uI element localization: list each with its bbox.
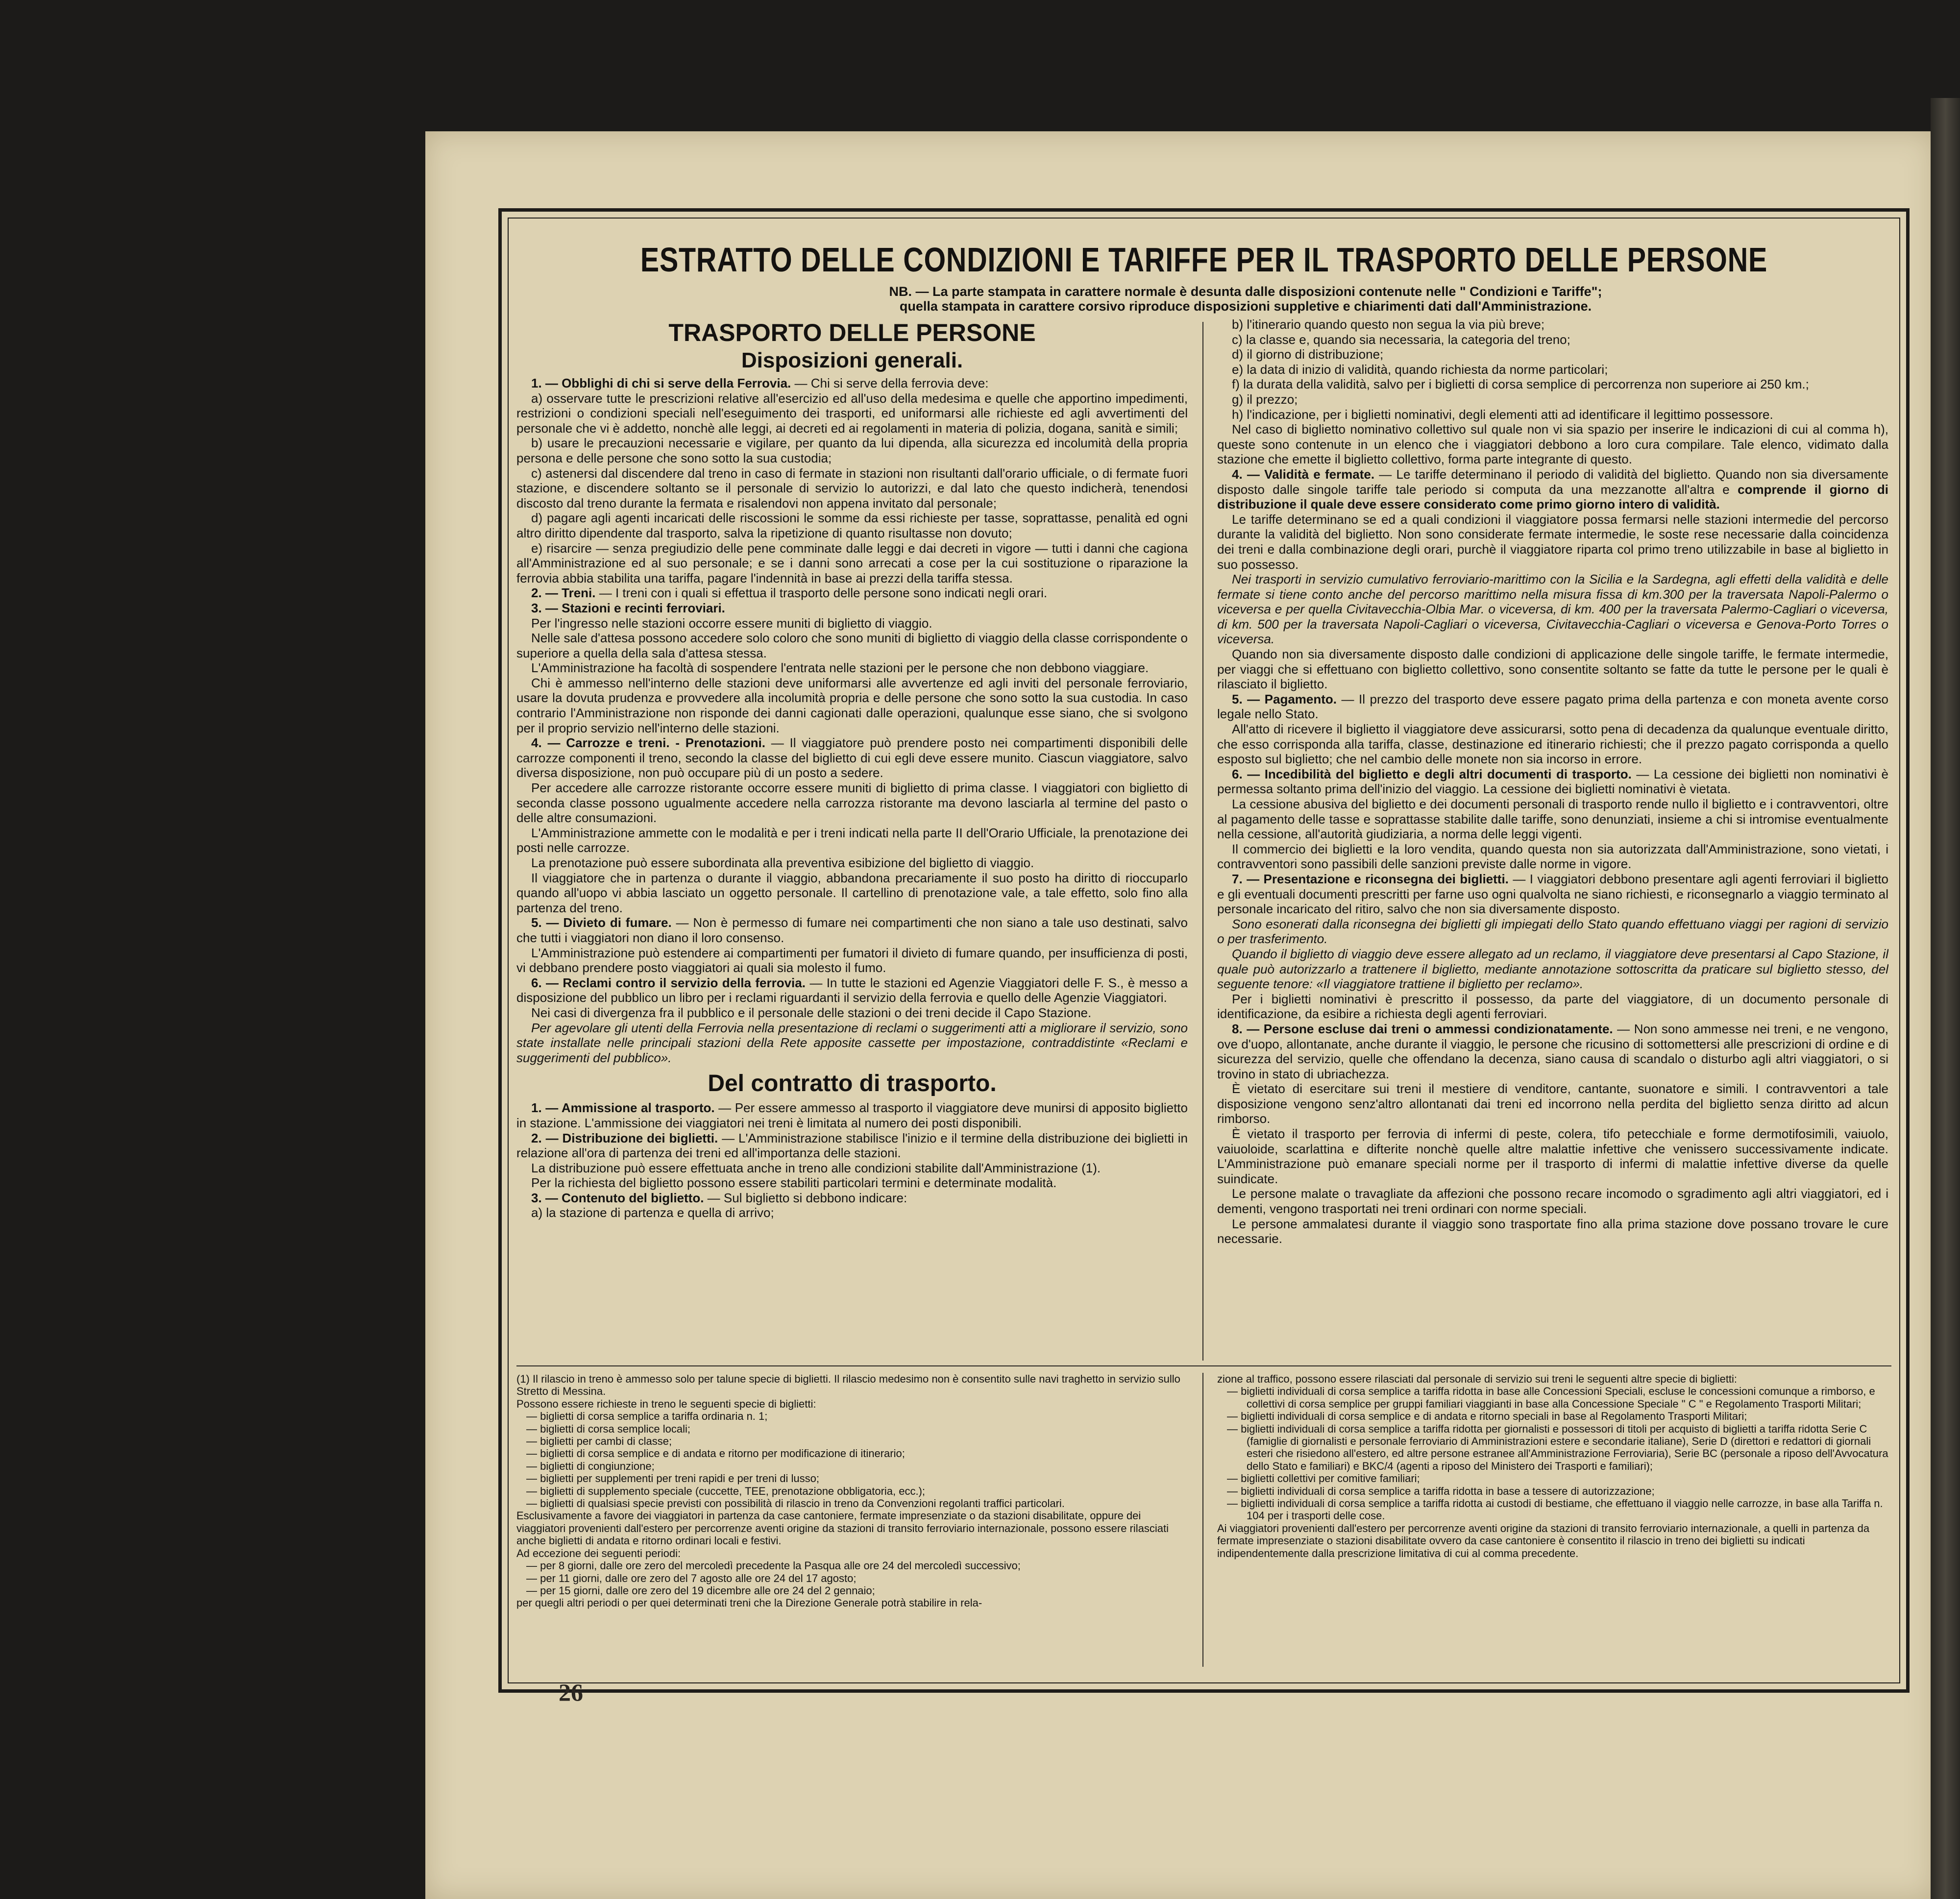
section-title: TRASPORTO DELLE PERSONE: [668, 319, 1036, 346]
nota-bene: [614, 284, 1877, 314]
article-text: — Il prezzo del trasporto deve essere pagato prima della partenza e con moneta avente corso legale nello Stato.: [1217, 691, 1888, 722]
footnote-divider: [1202, 1373, 1203, 1667]
paragraph: Il viaggiatore che in partenza o durante il viaggio, abbandona precariamente il suo posto ha diritto di rioccuparlo quando all'uopo vi abbia lasciato un oggetto personale. Il cartellino di prenotazione vale, a tale effetto, solo fino alla partenza del treno.: [516, 870, 1188, 915]
paragraph: La prenotazione può essere subordinata alla preventiva esibizione del biglietto di viaggio.: [531, 855, 1034, 870]
footnote-list-item: — per 8 giorni, dalle ore zero del mercoledì precedente la Pasqua alle ore 24 del mercoledì successivo;: [526, 1559, 1021, 1572]
footnote-list-item: — biglietti di supplemento speciale (cuccette, TEE, prenotazione obbligatoria, ecc.);: [526, 1485, 926, 1497]
article-heading: 2. — Treni.: [531, 585, 596, 601]
clause-f: f) la durata della validità, salvo per i biglietti di corsa semplice di percorrenza non superiore ai 250 km.;: [1232, 377, 1809, 392]
paragraph: La cessione abusiva del biglietto e dei documenti personali di trasporto rende nullo il biglietto e i contravventori, oltre al pagamento delle tasse e soprattasse stabilite dalle tariffe, sono denunziati, insieme a chi si intromise eventualmente nella cessione, all'autorità giudiziaria, a norma delle leggi vigenti.: [1217, 797, 1888, 842]
footnote-list-item: — biglietti individuali di corsa semplice a tariffa ridotta in base a tessere di autorizzazione;: [1227, 1485, 1655, 1497]
article-text: — Sul biglietto si debbono indicare:: [704, 1190, 907, 1205]
page-number: 26: [559, 1679, 583, 1706]
footnote-list-item: — biglietti di corsa semplice e di andata e ritorno per modificazione di itinerario;: [526, 1447, 905, 1460]
paragraph: La distribuzione può essere effettuata anche in treno alle condizioni stabilite dall'Amministrazione (1).: [531, 1160, 1101, 1175]
paragraph: Le persone ammalatesi durante il viaggio sono trasportate fino alla prima stazione dove possano trovare le cure necessarie.: [1217, 1216, 1888, 1246]
footnote-list-item: — biglietti di corsa semplice locali;: [526, 1422, 691, 1435]
contract-article-5: [1217, 692, 1888, 722]
italic-note: Sono esonerati dalla riconsegna dei biglietti gli impiegati dello Stato quando effettuano viaggi per ragioni di servizio o per trasferimento.: [1217, 916, 1888, 947]
subsection-title: Disposizioni generali.: [741, 348, 963, 372]
paragraph: Quando non sia diversamente disposto dalle condizioni di applicazione delle singole tariffe, le fermate intermedie, per viaggi che si effettuano con biglietto collettivo, sono consentite soltanto se fatte da tutte le persone per le quali è rilasciato il biglietto.: [1217, 647, 1888, 692]
article-2: [516, 585, 1188, 601]
paragraph: L'Amministrazione ammette con le modalità e per i treni indicati nella parte II dell'Orario Ufficiale, la prenotazione dei posti nelle carrozze.: [516, 825, 1188, 855]
footnote-paragraph: (1) Il rilascio in treno è ammesso solo per talune specie di biglietti. Il rilascio medesimo non è consentito sulle navi traghetto in servizio sullo Stretto di Messina.: [516, 1373, 1180, 1398]
article-5: [516, 915, 1188, 945]
contract-article-4: [1217, 467, 1888, 512]
nota-bene-line-1: NB. — La parte stampata in carattere normale è desunta dalle disposizioni contenute nelle " Condizioni e Tariffe";: [889, 284, 1602, 299]
contract-article-8: [1217, 1022, 1888, 1081]
contract-article-2: [516, 1131, 1188, 1161]
paragraph: Chi è ammesso nell'interno delle stazioni deve uniformarsi alle avvertenze ed agli inviti del personale ferroviario, usare la dovuta prudenza e provvedere alla incolumità propria e delle persone che sono sotto la sua custodia. In caso contrario l'Amministrazione non risponde dei danni cagionati dalle operazioni, qualunque esse siano, che si svolgono per il proprio servizio nell'interno delle stazioni.: [516, 675, 1188, 735]
article-heading: 6. — Reclami contro il servizio della ferrovia.: [531, 975, 806, 990]
article-text: — Non sono ammesse nei treni, e ne vengono, ove d'uopo, allontanate, anche durante il viaggio, le persone che ricusino di sottomettersi alle prescrizioni di ordine e di sicurezza del servizio, quelle che offendano la decenza, siano causa di scandalo o disturbo agli altri viaggiatori, o si trovino in stato di ubriachezza.: [1217, 1021, 1888, 1081]
clause-e: e) la data di inizio di validità, quando richiesta da norme particolari;: [1232, 362, 1608, 377]
document-title: ESTRATTO DELLE CONDIZIONI E TARIFFE PER IL TRASPORTO DELLE PERSONE: [640, 241, 1768, 279]
article-4: [516, 735, 1188, 780]
footnote-right: [1217, 1373, 1888, 1667]
clause-a: a) osservare tutte le prescrizioni relative all'esercizio ed all'uso della medesima e quelle che apportino impedimenti, restrizioni o condizioni speciali nell'eseguimento dei trasporti, ed uniformarsi alle richieste ed agli avvertimenti del personale che vi è addetto, nonchè alle leggi, ai decreti ed ai regolamenti in materia di polizia, dogana, sanità e simili;: [516, 390, 1188, 436]
paragraph: Nelle sale d'attesa possono accedere solo coloro che sono muniti di biglietto di viaggio della classe corrispondente o superiore a quella della sala d'attesa stessa.: [516, 631, 1188, 660]
paragraph: L'Amministrazione ha facoltà di sospendere l'entrata nelle stazioni per le persone che non debbono viaggiare.: [531, 660, 1149, 676]
clause-b: b) l'itinerario quando questo non segua la via più breve;: [1232, 317, 1545, 332]
contract-article-7: [1217, 872, 1888, 917]
section-title-contract: Del contratto di trasporto.: [708, 1071, 997, 1097]
page-edge: [1931, 98, 1960, 1899]
article-text: — In tutte le stazioni ed Agenzie Viaggiatori delle F. S., è messo a disposizione del pubblico un libro per i reclami riguardanti il servizio della ferrovia e quello delle Agenzie Viaggiatori.: [516, 975, 1188, 1005]
article-1: [516, 376, 1188, 391]
footnote-paragraph: zione al traffico, possono essere rilasciati dal personale di servizio sui treni le seguenti altre specie di biglietti:: [1217, 1373, 1738, 1385]
article-text: — Non è permesso di fumare nei compartimenti che non siano a tale uso destinati, salvo che tutti i viaggiatori non diano il loro consenso.: [516, 915, 1188, 945]
paragraph: È vietato di esercitare sui treni il mestiere di venditore, cantante, suonatore e simili. I contravventori a tale disposizione vengono senz'altro allontanati dai treni ed incorrono nella perdita del biglietto senza diritto ad alcun rimborso.: [1217, 1081, 1888, 1126]
article-text: — Chi si serve della ferrovia deve:: [791, 376, 989, 390]
article-heading: 3. — Contenuto del biglietto.: [531, 1190, 704, 1205]
clause-b: b) usare le precauzioni necessarie e vigilare, per quanto da lui dipenda, alla sicurezza ed incolumità della propria persona e delle persone che sono sotto la sua custodia;: [516, 436, 1188, 465]
contract-article-1: [516, 1100, 1188, 1130]
footnote-list-item: — biglietti individuali di corsa semplice a tariffa ridotta in base alle Concessioni Speciali, escluse le concessioni comunque a rimborso, e collettivi di corsa semplice per gruppi familiari viaggianti in base alla Concessione Speciale " C " e Regolamento Trasporti Militari;: [1227, 1385, 1875, 1410]
article-heading: 4. — Carrozze e treni. - Prenotazioni.: [531, 735, 766, 751]
article-heading: 5. — Pagamento.: [1232, 691, 1337, 706]
footnote-paragraph: Possono essere richieste in treno le seguenti specie di biglietti:: [516, 1397, 816, 1410]
italic-note: Quando il biglietto di viaggio deve essere allegato ad un reclamo, il viaggiatore deve presentarsi al Capo Stazione, il quale può autorizzarlo a trattenere il biglietto, mediante annotazione sottoscritta da praticare sul biglietto stesso, del seguente tenore: «Il viaggiatore trattiene il biglietto per reclamo».: [1217, 946, 1888, 992]
italic-note: Nei trasporti in servizio cumulativo ferroviario-marittimo con la Sicilia e la Sardegna, agli effetti della validità e delle fermate si tiene conto anche del percorso marittimo nella misura fissa di km.300 per la traversata Napoli-Palermo o viceversa e per quella Civitavecchia-Olbia Mar. o viceversa, di km. 400 per la traversata Palermo-Cagliari o viceversa, di km. 500 per la traversata Napoli-Cagliari o viceversa, Civitavecchia-Cagliari o viceversa e Genova-Porto Torres o viceversa.: [1217, 572, 1888, 647]
italic-note: Per agevolare gli utenti della Ferrovia nella presentazione di reclami o suggerimenti atti a migliorare il servizio, sono state installate nelle principali stazioni della Rete apposite cassette per impostazione, contraddistinte «Reclami e suggerimenti del pubblico».: [516, 1020, 1188, 1065]
footnote-list-item: — per 11 giorni, dalle ore zero del 7 agosto alle ore 24 del 17 agosto;: [526, 1572, 857, 1584]
footnote-list-item: — biglietti per supplementi per treni rapidi e per treni di lusso;: [526, 1472, 819, 1485]
bordered-text-frame: [498, 208, 1910, 1693]
paragraph: Nei casi di divergenza fra il pubblico e il personale delle stazioni o dei treni decide il Capo Stazione.: [531, 1005, 1092, 1020]
article-text: — L'Amministrazione stabilisce l'inizio e il termine della distribuzione dei biglietti in relazione all'ora di partenza dei treni ed all'importanza delle stazioni.: [516, 1130, 1188, 1161]
column-divider: [1202, 322, 1203, 1361]
paragraph: All'atto di ricevere il biglietto il viaggiatore deve assicurarsi, sotto pena di decadenza da qualunque eventuale diritto, che esso corrisponda alla tariffa, classe, destinazione ed itinerario richiesti; che il prezzo pagato corrisponda a quello esposto sul biglietto; che nel cambio delle monete non sia incorso in errore.: [1217, 722, 1888, 767]
article-heading: 5. — Divieto di fumare.: [531, 915, 672, 930]
paragraph: Per l'ingresso nelle stazioni occorre essere muniti di biglietto di viaggio.: [531, 615, 932, 631]
paragraph: È vietato il trasporto per ferrovia di infermi di peste, colera, tifo petecchiale e forme dermotifosimili, vaiuolo, vaiuoloide, scarlattina e difterite nonchè quelle altre malattie infettive che venissero successivamente indicate. L'Amministrazione può emanare speciali norme per il trasporto di infermi di malattie infettive diverse da quelle suindicate.: [1217, 1126, 1888, 1186]
footnote-paragraph: Ad eccezione dei seguenti periodi:: [516, 1547, 681, 1559]
paragraph: Le persone malate o travagliate da affezioni che possono recare incomodo o sgradimento agli altri viaggiatori, ed i dementi, vengono trasportati nei treni ordinari con norme speciali.: [1217, 1186, 1888, 1217]
article-text: — I viaggiatori debbono presentare agli agenti ferroviari il biglietto e gli eventuali documenti prescritti per farne uso ogni qualvolta ne siano richiesti, e riconsegnarlo a viaggio terminato al personale incaricato del ritiro, salvo che non sia diversamente disposto.: [1217, 871, 1888, 917]
article-6: [516, 975, 1188, 1005]
clause-g: g) il prezzo;: [1232, 391, 1298, 407]
article-text: — Le tariffe determinano il periodo di validità del biglietto. Quando non sia diversamente disposto dalle singole tariffe tale periodo si computa da una mezzanotte all'altra e: [1217, 466, 1888, 497]
contract-article-3: [516, 1191, 1188, 1206]
article-emphasis: comprende il giorno di distribuzione il quale deve essere considerato come primo giorno intero di validità.: [1217, 482, 1888, 512]
clause-d: d) il giorno di distribuzione;: [1232, 347, 1384, 362]
paragraph: Per la richiesta del biglietto possono essere stabiliti particolari termini e determinate modalità.: [531, 1175, 1057, 1191]
article-heading: 3. — Stazioni e recinti ferroviari.: [531, 600, 725, 615]
footnote-list-item: — biglietti individuali di corsa semplice a tariffa ridotta per giornalisti e possessori di titoli per acquisto di biglietti a tariffa ridotta Serie C (famiglie di giornalisti e personale ferroviario di Amministrazioni estere e secondarie italiane), Serie D (direttori e redattori di giornali esteri che risiedono all'estero, ed altre persone estranee all'Amministrazione Ferroviaria), Serie BC (personale a riposo dell'Avvocatura dello Stato e familiari) e BKC/4 (agenti a riposo del Ministero dei Trasporti e familiari);: [1227, 1422, 1888, 1472]
paragraph: Le tariffe determinano se ed a quali condizioni il viaggiatore possa fermarsi nelle stazioni intermedie del percorso durante la validità del biglietto. Non sono considerate fermate intermedie, le soste rese necessarie dalla coincidenza dei treni e dalla combinazione degli orari, purchè il viaggiatore riparta col primo treno utilizzabile in base al biglietto in suo possesso.: [1217, 511, 1888, 572]
paragraph: L'Amministrazione può estendere ai compartimenti per fumatori il divieto di fumare quando, per insufficienza di posti, vi debbano prendere posto viaggiatori ai quali sia molesto il fumo.: [516, 945, 1188, 975]
article-text: — I treni con i quali si effettua il trasporto delle persone sono indicati negli orari.: [595, 585, 1048, 601]
article-3: [516, 601, 1188, 616]
right-column: [1217, 317, 1888, 1361]
contract-article-6: [1217, 767, 1888, 797]
footnote-paragraph: Esclusivamente a favore dei viaggiatori in partenza da case cantoniere, fermate impresenziate o da stazioni disabilitate, oppure dei viaggiatori provenienti dall'estero per percorrenze aventi origine da stazioni di transito ferroviario internazionale, possono essere rilasciati anche biglietti di andata e ritorno ordinari locali e festivi.: [516, 1509, 1169, 1547]
article-text: — Per essere ammesso al trasporto il viaggiatore deve munirsi di apposito biglietto in stazione. L'ammissione dei viaggiatori nei treni è limitata al numero dei posti disponibili.: [516, 1100, 1188, 1130]
paragraph: Nel caso di biglietto nominativo collettivo sul quale non vi sia spazio per inserire le indicazioni di cui al comma h), queste sono contenute in un elenco che i viaggiatori debbono a loro cura compilare. Tale elenco, vidimato dalla stazione che emette il biglietto collettivo, forma parte integrante di questo.: [1217, 422, 1888, 467]
footnote-list-item: — biglietti di corsa semplice a tariffa ordinaria n. 1;: [526, 1410, 768, 1423]
article-heading: 1. — Ammissione al trasporto.: [531, 1100, 715, 1116]
article-text: — La cessione dei biglietti non nominativi è permessa soltanto prima dell'inizio del viaggio. La cessione dei biglietti nominativi è vietata.: [1217, 766, 1888, 797]
paragraph: Per i biglietti nominativi è prescritto il possesso, da parte del viaggiatore, di un documento personale di identificazione, da esibire a richiesta degli agenti ferroviari.: [1217, 991, 1888, 1022]
footnote-left: [516, 1373, 1193, 1667]
clause-d: d) pagare agli agenti incaricati delle riscossioni le somme da essi richieste per tasse, soprattasse, penalità ed ogni altro diritto dipendente dal trasporto, salva la ripetizione di quanto risultasse non dovuto;: [516, 511, 1188, 540]
clause-c: c) la classe e, quando sia necessaria, la categoria del treno;: [1232, 332, 1570, 347]
article-heading: 1. — Obblighi di chi si serve della Ferrovia.: [531, 376, 791, 390]
footnote-rule: [516, 1365, 1891, 1366]
footnote-paragraph: Ai viaggiatori provenienti dall'estero per percorrenze aventi origine da stazioni di transito ferroviario internazionale, a quelli in partenza da fermate impresenziate o stazioni disabilitate ovvero da case cantoniere è consentito il rilascio in treno dei biglietti su indicati indipendentemente dalla prescrizione limitativa di cui al comma precedente.: [1217, 1522, 1870, 1559]
footnote-list-item: — biglietti individuali di corsa semplice a tariffa ridotta ai custodi di bestiame, che effettuano il viaggio nelle carrozze, in base alla Tariffa n. 104 per i trasporti delle cose.: [1227, 1497, 1883, 1522]
footnote-list-item: — biglietti di congiunzione;: [526, 1460, 655, 1472]
footnote-list-item: — per 15 giorni, dalle ore zero del 19 dicembre alle ore 24 del 2 gennaio;: [526, 1584, 875, 1597]
article-heading: 8. — Persone escluse dai treni o ammessi condizionatamente.: [1232, 1021, 1613, 1036]
footnote-list-item: — biglietti per cambi di classe;: [526, 1435, 672, 1448]
left-column: [516, 317, 1188, 1361]
paragraph: Il commercio dei biglietti e la loro vendita, quando questa non sia autorizzata dall'Amministrazione, sono vietati, i contravventori sono passibili delle sanzioni previste dalle norme in vigore.: [1217, 841, 1888, 872]
article-heading: 4. — Validità e fermate.: [1232, 466, 1375, 482]
article-heading: 7. — Presentazione e riconsegna dei biglietti.: [1232, 871, 1509, 886]
article-text: — Il viaggiatore può prendere posto nei compartimenti disponibili delle carrozze componenti il treno, secondo la classe del biglietto di cui egli deve essere munito. Ciascun viaggiatore, salvo diversa disposizione, non può occupare più di un posto a sedere.: [516, 735, 1188, 780]
clause-c: c) astenersi dal discendere dal treno in caso di fermate in stazioni non risultanti dall'orario ufficiale, o di fermate fuori stazione, e discendere soltanto se il personale di servizio lo autorizzi, e dal lato che questo indicherà, tenendosi discosto dal treno durante la fermata e risalendovi non appena invitato dal personale;: [516, 465, 1188, 511]
article-heading: 6. — Incedibilità del biglietto e degli altri documenti di trasporto.: [1232, 766, 1632, 781]
article-heading: 2. — Distribuzione dei biglietti.: [531, 1130, 718, 1145]
nota-bene-line-2: quella stampata in carattere corsivo riproduce disposizioni suppletive e chiarimenti dati dall'Amministrazione.: [899, 299, 1592, 314]
paragraph: Per accedere alle carrozze ristorante occorre essere muniti di biglietto di prima classe. I viaggiatori con biglietto di seconda classe possono ugualmente accedere nella carrozza ristorante ma devono lasciarla al termine del pasto o delle altre consumazioni.: [516, 780, 1188, 826]
footnote-list-item: — biglietti individuali di corsa semplice e di andata e ritorno speciali in base al Regolamento Trasporti Militari;: [1227, 1410, 1747, 1423]
clause-a: a) la stazione di partenza e quella di arrivo;: [531, 1205, 774, 1220]
footnote-paragraph: per quegli altri periodi o per quei determinati treni che la Direzione Generale potrà stabilire in rela-: [516, 1597, 982, 1609]
footnote-list-item: — biglietti di qualsiasi specie previsti con possibilità di rilascio in treno da Convenzioni regolanti traffici particolari.: [526, 1497, 1065, 1510]
clause-e: e) risarcire — senza pregiudizio delle pene comminate dalle leggi e dai decreti in vigore — tutti i danni che cagiona all'Amministrazione ed al suo personale; e se i danni sono arrecati a cose per la cui sostituzione o riparazione la ferrovia abbia stabilita una tariffa, pagare l'indennità in base ai prezzi della tariffa stessa.: [516, 540, 1188, 585]
footnote-list-item: — biglietti collettivi per comitive familiari;: [1227, 1472, 1420, 1485]
clause-h: h) l'indicazione, per i biglietti nominativi, degli elementi atti ad identificare il legittimo possessore.: [1232, 407, 1773, 422]
